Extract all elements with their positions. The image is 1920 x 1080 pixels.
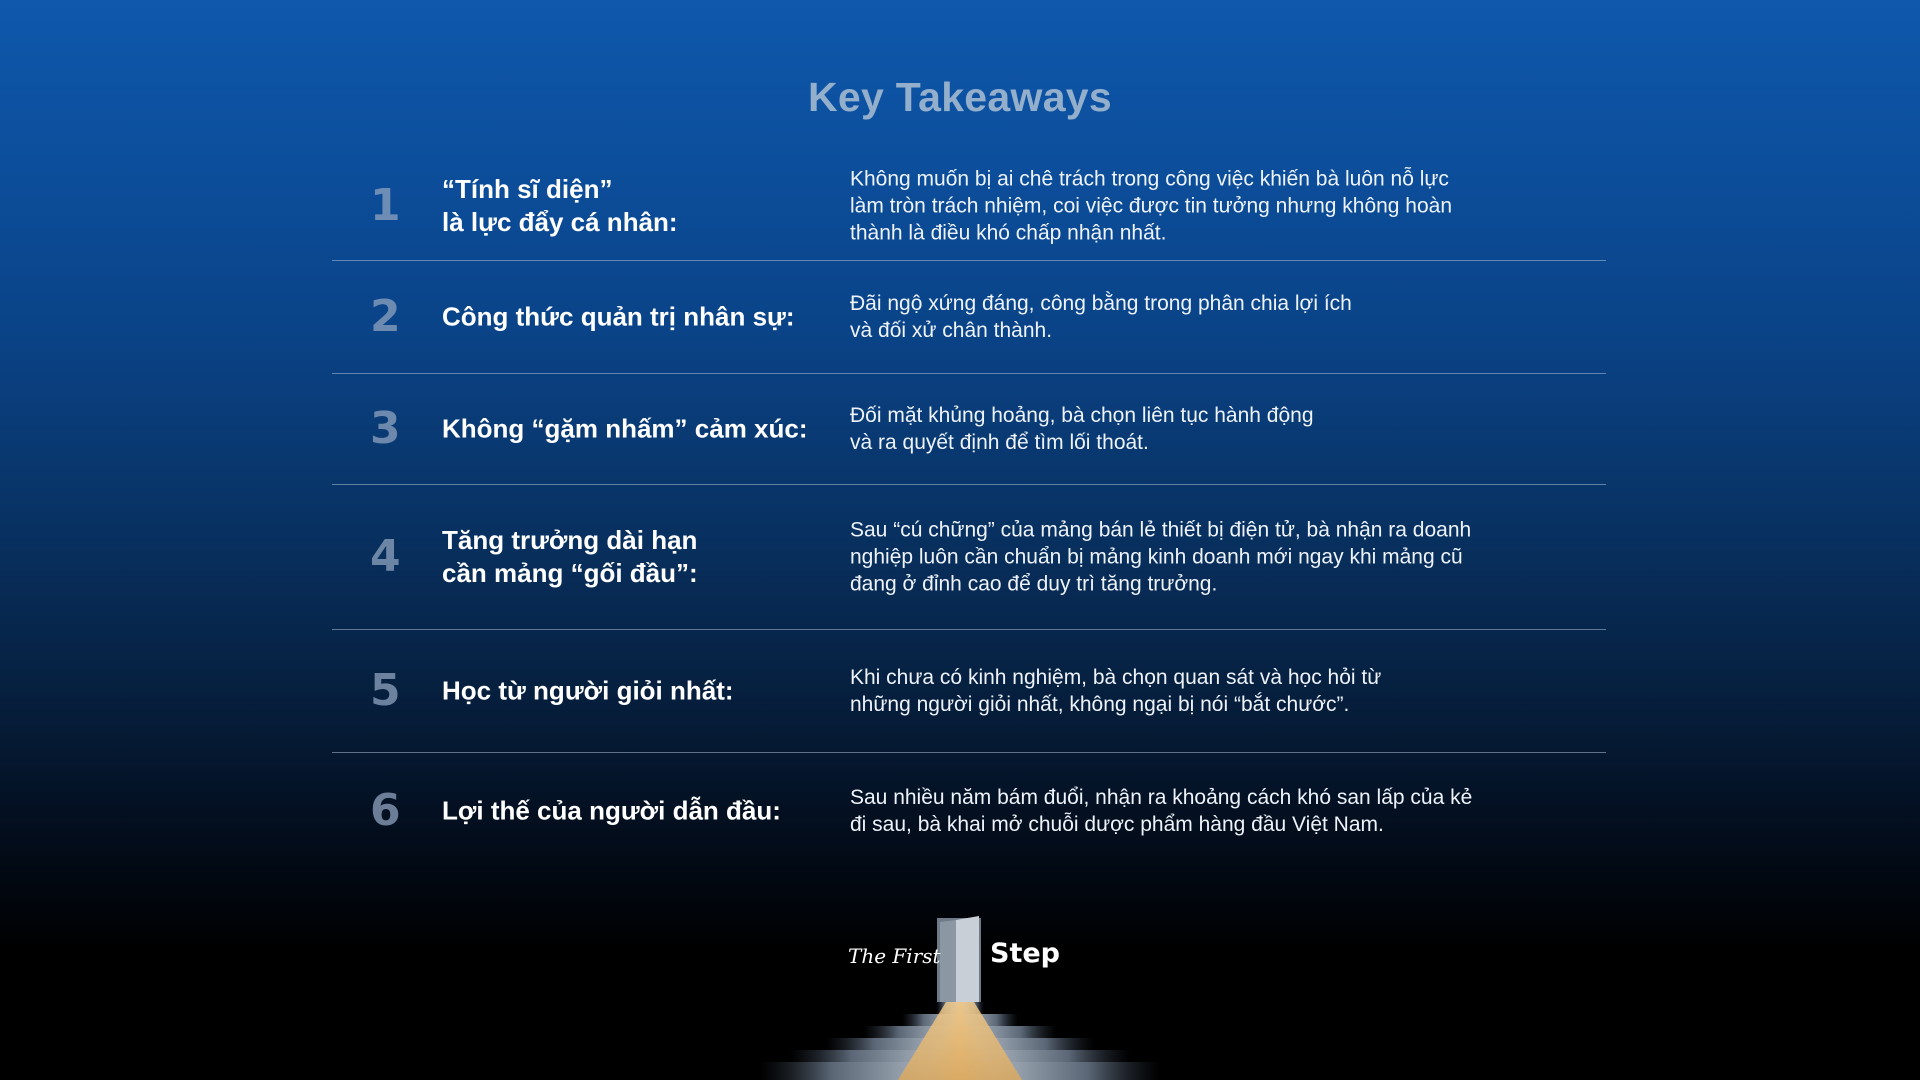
takeaway-item-2	[332, 261, 1606, 374]
item-number: 1	[370, 180, 401, 231]
item-number: 3	[370, 403, 401, 454]
item-heading: Lợi thế của người dẫn đầu:	[442, 795, 781, 826]
item-number: 4	[370, 531, 401, 582]
the-first-step-logo	[760, 910, 1160, 1080]
takeaway-item-1	[332, 152, 1606, 261]
takeaways-list	[332, 152, 1606, 869]
item-heading: Công thức quản trị nhân sự:	[442, 301, 795, 332]
item-heading: Tăng trưởng dài hạn cần mảng “gối đầu”:	[442, 525, 698, 588]
item-description: Đối mặt khủng hoảng, bà chọn liên tục hành động và ra quyết định để tìm lối thoát.	[850, 404, 1314, 454]
takeaway-item-6	[332, 753, 1606, 869]
stairs-door-icon	[760, 910, 1160, 1080]
item-number: 6	[370, 785, 401, 836]
item-description: Sau nhiều năm bám đuổi, nhận ra khoảng cách khó san lấp của kẻ đi sau, bà khai mở chuỗi dược phẩm hàng đầu Việt Nam.	[850, 786, 1473, 836]
item-number: 5	[370, 665, 401, 716]
item-description: Khi chưa có kinh nghiệm, bà chọn quan sát và học hỏi từ những người giỏi nhất, không ngại bị nói “bắt chước”.	[850, 666, 1382, 716]
item-heading: “Tính sĩ diện” là lực đẩy cá nhân:	[442, 174, 678, 237]
item-description: Đãi ngộ xứng đáng, công bằng trong phân chia lợi ích và đối xử chân thành.	[850, 292, 1352, 342]
item-heading: Học từ người giỏi nhất:	[442, 675, 734, 706]
item-heading: Không “gặm nhấm” cảm xúc:	[442, 413, 808, 444]
logo-script-text: The First	[848, 944, 941, 968]
logo-bold-text: Step	[990, 938, 1060, 969]
item-description: Không muốn bị ai chê trách trong công việc khiến bà luôn nỗ lực làm tròn trách nhiệm, coi việc được tin tưởng nhưng không hoàn thành là điều khó chấp nhận nhất.	[850, 167, 1453, 245]
item-description: Sau “cú chững” của mảng bán lẻ thiết bị điện tử, bà nhận ra doanh nghiệp luôn cần chuẩn bị mảng kinh doanh mới ngay khi mảng cũ đang ở đỉnh cao để duy trì tăng trưởng.	[850, 518, 1472, 596]
item-number: 2	[370, 291, 401, 342]
takeaway-item-3	[332, 374, 1606, 485]
takeaway-item-5	[332, 630, 1606, 753]
page-title: Key Takeaways	[807, 74, 1112, 120]
takeaway-item-4	[332, 485, 1606, 630]
